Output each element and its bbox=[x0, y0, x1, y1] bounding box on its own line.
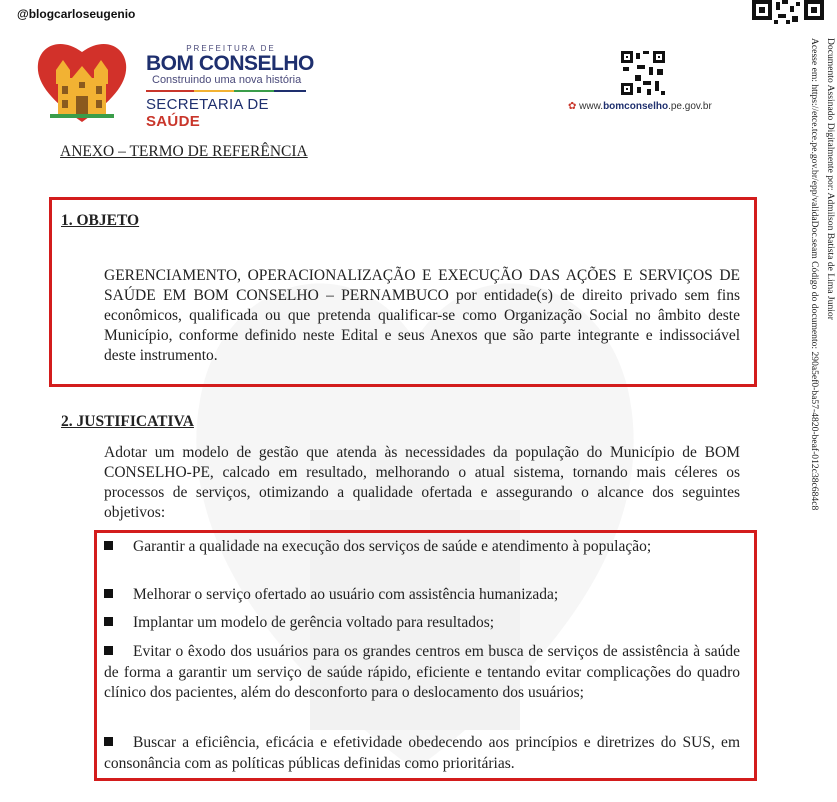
bullet-square-icon bbox=[104, 646, 113, 655]
top-qr-code bbox=[752, 0, 824, 24]
website-link[interactable]: ✿ www.bomconselho.pe.gov.br bbox=[568, 101, 712, 112]
globe-icon: ✿ bbox=[568, 101, 580, 112]
blog-watermark: @blogcarloseugenio bbox=[17, 7, 136, 21]
section-title-justificativa: 2. JUSTIFICATIVA bbox=[61, 413, 194, 430]
digital-signature-stamp bbox=[806, 38, 837, 510]
justificativa-intro: Adotar um modelo de gestão que atenda às necessidades da população do Município de BOM CONSELHO-PE, calcado em resultado, melhorando o atual sistema, tornando mais céleres os processos de serviços, otimizando a qualidade ofertada e assegurando o alcance dos seguintes objetivos: bbox=[104, 444, 740, 521]
objective-item: Buscar a eficiência, eficácia e efetividade obedecendo aos princípios e diretrizes do SUS, em consonância com as políticas públicas definidas como prioritárias. bbox=[104, 734, 740, 772]
bullet-square-icon bbox=[104, 541, 113, 550]
objective-item: Implantar um modelo de gerência voltado para resultados; bbox=[104, 613, 740, 634]
prefeitura-label: PREFEITURA DE bbox=[186, 44, 276, 53]
objective-item: Garantir a qualidade na execução dos serviços de saúde e atendimento à população; bbox=[104, 537, 740, 558]
secretaria-title: SECRETARIA DE SAÚDE bbox=[146, 96, 269, 130]
city-slogan: Construindo uma nova história bbox=[152, 74, 302, 86]
brand-color-stripe bbox=[146, 90, 306, 92]
signature-line: Documento Assinado Digitalmente por: Admilson Batista de Lima Junior bbox=[825, 38, 836, 320]
bullet-square-icon bbox=[104, 589, 113, 598]
brand-block bbox=[146, 44, 316, 130]
header-qr-code bbox=[621, 51, 665, 95]
city-name: BOM CONSELHO bbox=[146, 52, 314, 75]
bullet-square-icon bbox=[104, 617, 113, 626]
objective-item: Evitar o êxodo dos usuários para os grandes centros em busca de serviços de assistência à saúde de forma a garantir um serviço de saúde rápido, eficiente e tentando evitar complicações do quadro clínico dos pacientes, além do desconforto para o deslocamento dos usuários; bbox=[104, 643, 740, 701]
anexo-title: ANEXO – TERMO DE REFERÊNCIA bbox=[60, 143, 308, 160]
verification-line: Acesse em: https://etce.tce.pe.gov.br/epp/validaDoc.seam Código do documento: 290a5ef0-ba57-4820-beaf-012c38c684c8 bbox=[809, 38, 820, 511]
section-title-objeto: 1. OBJETO bbox=[61, 212, 140, 229]
objeto-paragraph: GERENCIAMENTO, OPERACIONALIZAÇÃO E EXECUÇÃO DAS AÇÕES E SERVIÇOS DE SAÚDE EM BOM CONSELHO – PERNAMBUCO por entidade(s) de direito privado sem fins econômicos, qualificada ou que pretenda qualificar-se como Organização Social no âmbito deste Município, conforme definido neste Edital e seus Anexos que são parte integrante e indissociável deste instrumento. bbox=[104, 267, 740, 364]
city-heart-logo bbox=[36, 38, 128, 124]
bullet-square-icon bbox=[104, 737, 113, 746]
objective-item: Melhorar o serviço ofertado ao usuário com assistência humanizada; bbox=[104, 585, 740, 606]
